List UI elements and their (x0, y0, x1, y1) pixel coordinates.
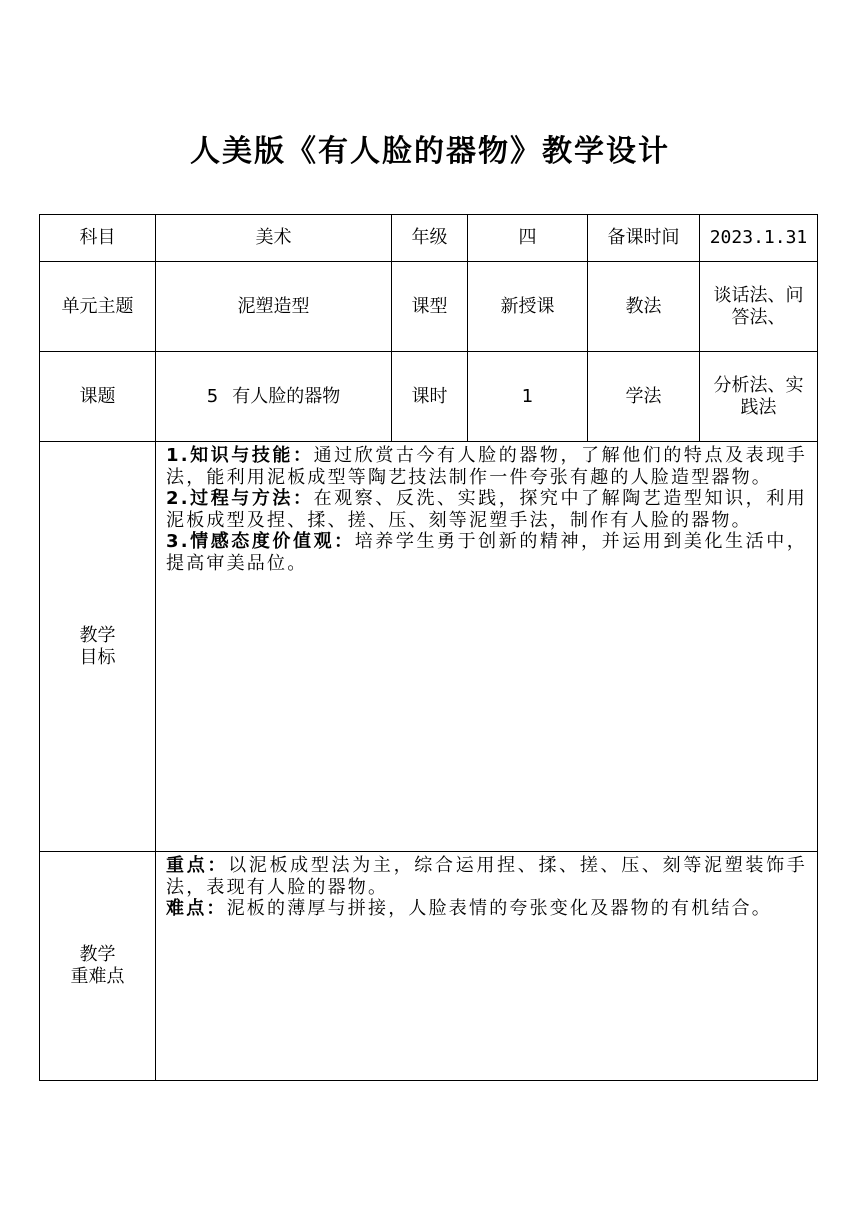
key-points-label-line2: 重难点 (70, 966, 125, 987)
lesson-label: 课题 (40, 352, 156, 442)
type-label: 课型 (392, 262, 468, 352)
document-title: 人美版《有人脸的器物》教学设计 (190, 134, 670, 169)
learn-method-label: 学法 (588, 352, 700, 442)
lesson-value-cell (156, 352, 392, 442)
key-points-label-line1: 教学 (79, 944, 116, 966)
table-row (40, 352, 818, 442)
learn-method-line1: 分析法、实 (713, 374, 804, 396)
teach-method-line1: 谈话法、问 (713, 284, 804, 306)
goals-label-line1: 教学 (79, 624, 116, 646)
period-label: 课时 (392, 352, 468, 442)
key-point-text: 以泥板成型法为主，综合运用捏、揉、搓、压、刻等泥塑装饰手法，表现有人脸的器物。 (166, 855, 807, 898)
key-point-heading: 重点： (166, 855, 229, 876)
key-points-content (156, 852, 818, 1081)
goals-content (156, 442, 818, 852)
key-point-text: 泥板的薄厚与拼接，人脸表情的夸张变化及器物的有机结合。 (226, 898, 773, 920)
type-value: 新授课 (468, 262, 588, 352)
goal-heading: 2.过程与方法： (166, 488, 314, 510)
prep-time-label: 备课时间 (588, 215, 700, 262)
grade-label: 年级 (392, 215, 468, 262)
goal-heading: 1.知识与技能： (166, 445, 314, 466)
lesson-value: 有人脸的器物 (232, 385, 341, 407)
key-point-item (166, 855, 807, 898)
learn-method-value (700, 352, 818, 442)
table-row (40, 442, 818, 852)
goal-item (166, 531, 807, 574)
goal-text: 通过欣赏古今有人脸的器物，了解他们的特点及表现手法，能利用泥板成型等陶艺技法制作一件夸张有趣的人脸造型器物。 (166, 445, 807, 488)
subject-value: 美术 (156, 215, 392, 262)
key-point-item (166, 898, 807, 920)
teach-method-line2: 答法、 (731, 306, 786, 328)
teach-method-label: 教法 (588, 262, 700, 352)
table-row (40, 852, 818, 1081)
key-point-heading: 难点： (166, 898, 227, 920)
goal-text: 在观察、反洗、实践，探究中了解陶艺造型知识，利用泥板成型及捏、揉、搓、压、刻等泥塑手法，制作有人脸的器物。 (166, 488, 807, 531)
goal-text: 培养学生勇于创新的精神，并运用到美化生活中，提高审美品位。 (166, 531, 807, 574)
teach-method-value (700, 262, 818, 352)
period-value: 1 (468, 352, 588, 442)
subject-label: 科目 (40, 215, 156, 262)
lesson-plan-table (39, 214, 818, 1081)
key-points-label (40, 852, 156, 1081)
learn-method-line2: 践法 (740, 396, 777, 418)
table-row (40, 215, 818, 262)
grade-value: 四 (468, 215, 588, 262)
prep-time-value: 2023.1.31 (700, 215, 818, 262)
goal-heading: 3.情感态度价值观： (166, 531, 355, 553)
goals-label (40, 442, 156, 852)
goals-label-line2: 目标 (79, 646, 116, 668)
lesson-number: 5 (206, 385, 219, 407)
goal-item (166, 488, 807, 531)
unit-value: 泥塑造型 (156, 262, 392, 352)
table-row (40, 262, 818, 352)
unit-label: 单元主题 (40, 262, 156, 352)
goal-item (166, 445, 807, 488)
